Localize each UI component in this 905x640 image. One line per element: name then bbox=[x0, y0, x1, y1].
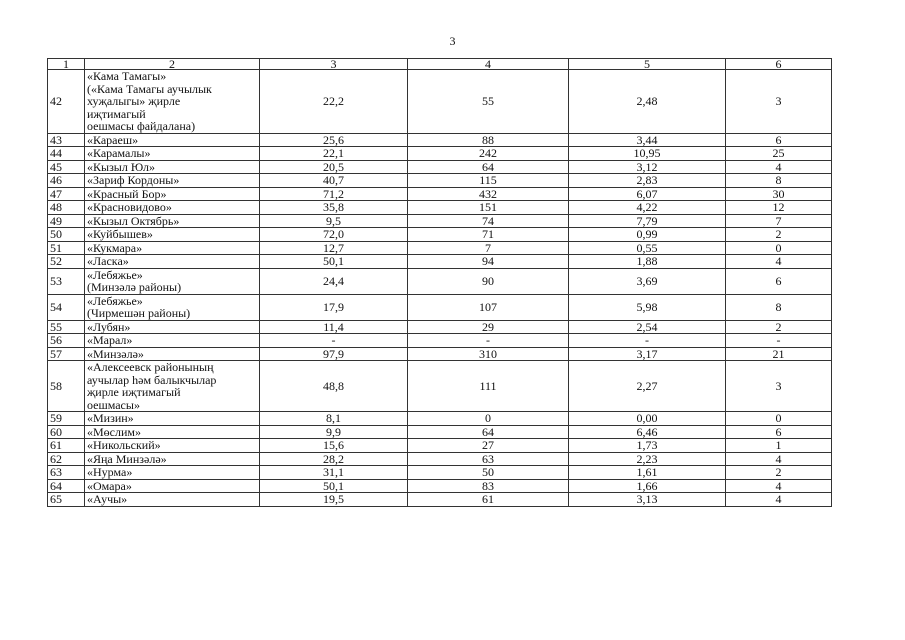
page-number: 3 bbox=[449, 34, 456, 48]
value-col-4: 90 bbox=[408, 268, 569, 294]
value-col-6: 8 bbox=[726, 294, 832, 320]
table-row bbox=[48, 214, 832, 228]
value-col-5: 2,23 bbox=[569, 452, 726, 466]
row-number: 59 bbox=[48, 412, 85, 426]
value-col-5: 10,95 bbox=[569, 147, 726, 161]
value-col-3: 9,9 bbox=[260, 425, 408, 439]
ground-name-line: «Минзәлә» bbox=[87, 346, 144, 361]
row-number: 46 bbox=[48, 174, 85, 188]
value-col-5: 0,55 bbox=[569, 241, 726, 255]
value-col-4: 7 bbox=[408, 241, 569, 255]
ground-name-line: «Кызыл Юл» bbox=[87, 159, 156, 174]
ground-name bbox=[85, 361, 260, 412]
ground-name-line: «Никольский» bbox=[87, 438, 161, 452]
ground-name bbox=[85, 147, 260, 161]
value-col-4: 63 bbox=[408, 452, 569, 466]
value-col-5: 3,13 bbox=[569, 493, 726, 507]
value-col-3: 17,9 bbox=[260, 294, 408, 320]
value-col-3: 50,1 bbox=[260, 255, 408, 269]
value-col-5: 0,00 bbox=[569, 412, 726, 426]
value-col-4: 29 bbox=[408, 320, 569, 334]
row-number: 58 bbox=[48, 361, 85, 412]
value-col-4: 242 bbox=[408, 147, 569, 161]
table-row bbox=[48, 493, 832, 507]
value-col-5: 2,27 bbox=[569, 361, 726, 412]
value-col-5: 3,69 bbox=[569, 268, 726, 294]
ground-name bbox=[85, 294, 260, 320]
value-col-5: 6,07 bbox=[569, 187, 726, 201]
ground-name-line: «Куйбышев» bbox=[87, 227, 153, 241]
value-col-3: - bbox=[260, 334, 408, 348]
table-row bbox=[48, 133, 832, 147]
ground-name bbox=[85, 347, 260, 361]
value-col-6: 2 bbox=[726, 228, 832, 242]
value-col-6: 2 bbox=[726, 320, 832, 334]
column-header-6: 6 bbox=[726, 59, 832, 70]
ground-name-line: җирле иҗтимагый bbox=[87, 385, 181, 399]
table-row bbox=[48, 255, 832, 269]
value-col-3: 22,2 bbox=[260, 70, 408, 134]
hunting-grounds-table bbox=[47, 58, 832, 507]
ground-name bbox=[85, 160, 260, 174]
value-col-3: 40,7 bbox=[260, 174, 408, 188]
value-col-5: 2,48 bbox=[569, 70, 726, 134]
row-number: 47 bbox=[48, 187, 85, 201]
value-col-5: 6,46 bbox=[569, 425, 726, 439]
ground-name-line: оешмасы файдалана) bbox=[87, 119, 196, 133]
ground-name-line: «Караеш» bbox=[87, 132, 139, 147]
ground-name bbox=[85, 201, 260, 215]
table-row bbox=[48, 268, 832, 294]
value-col-3: 25,6 bbox=[260, 133, 408, 147]
ground-name-line: «Мөслим» bbox=[87, 424, 141, 439]
ground-name-line: (Минзәлә районы) bbox=[87, 280, 182, 294]
value-col-4: 115 bbox=[408, 174, 569, 188]
value-col-4: 432 bbox=[408, 187, 569, 201]
ground-name-line: «Карамалы» bbox=[87, 146, 151, 160]
row-number: 65 bbox=[48, 493, 85, 507]
table-row bbox=[48, 70, 832, 134]
ground-name bbox=[85, 412, 260, 426]
table-row bbox=[48, 147, 832, 161]
ground-name bbox=[85, 466, 260, 480]
value-col-6: 25 bbox=[726, 147, 832, 161]
value-col-6: 0 bbox=[726, 241, 832, 255]
ground-name-line: «Марал» bbox=[87, 333, 133, 347]
table-row bbox=[48, 160, 832, 174]
value-col-5: 1,61 bbox=[569, 466, 726, 480]
value-col-6: 7 bbox=[726, 214, 832, 228]
ground-name-line: «Мизин» bbox=[87, 411, 134, 425]
value-col-4: 310 bbox=[408, 347, 569, 361]
ground-name-line: «Лебяжье» bbox=[87, 267, 143, 282]
value-col-4: 88 bbox=[408, 133, 569, 147]
table-row bbox=[48, 361, 832, 412]
row-number: 52 bbox=[48, 255, 85, 269]
ground-name-line: «Ласка» bbox=[87, 254, 129, 268]
value-col-3: 71,2 bbox=[260, 187, 408, 201]
row-number: 53 bbox=[48, 268, 85, 294]
ground-name-line: «Красный Бор» bbox=[87, 186, 167, 201]
ground-name bbox=[85, 452, 260, 466]
ground-name bbox=[85, 334, 260, 348]
ground-name bbox=[85, 228, 260, 242]
ground-name-line: «Зариф Кордоны» bbox=[87, 173, 180, 187]
value-col-3: 24,4 bbox=[260, 268, 408, 294]
value-col-5: 7,79 bbox=[569, 214, 726, 228]
value-col-3: 22,1 bbox=[260, 147, 408, 161]
row-number: 51 bbox=[48, 241, 85, 255]
column-header-2: 2 bbox=[85, 59, 260, 70]
ground-name-line: хуҗалыгы» җирле bbox=[87, 94, 181, 108]
ground-name bbox=[85, 174, 260, 188]
value-col-4: 74 bbox=[408, 214, 569, 228]
value-col-5: 2,54 bbox=[569, 320, 726, 334]
value-col-4: 0 bbox=[408, 412, 569, 426]
value-col-3: 72,0 bbox=[260, 228, 408, 242]
ground-name bbox=[85, 241, 260, 255]
ground-name bbox=[85, 214, 260, 228]
value-col-4: 107 bbox=[408, 294, 569, 320]
ground-name-line: иҗтимагый bbox=[87, 106, 146, 121]
row-number: 45 bbox=[48, 160, 85, 174]
value-col-3: 35,8 bbox=[260, 201, 408, 215]
value-col-6: 8 bbox=[726, 174, 832, 188]
ground-name bbox=[85, 493, 260, 507]
value-col-4: 27 bbox=[408, 439, 569, 453]
table-row bbox=[48, 241, 832, 255]
table-row bbox=[48, 320, 832, 334]
value-col-6: 6 bbox=[726, 133, 832, 147]
ground-name-line: «Омара» bbox=[87, 478, 132, 493]
value-col-5: 1,88 bbox=[569, 255, 726, 269]
ground-name-line: «Лубян» bbox=[87, 319, 131, 334]
table-row bbox=[48, 228, 832, 242]
value-col-3: 31,1 bbox=[260, 466, 408, 480]
value-col-5: 2,83 bbox=[569, 174, 726, 188]
ground-name-line: «Аучы» bbox=[87, 492, 128, 506]
table-header-row bbox=[48, 59, 832, 70]
ground-name bbox=[85, 268, 260, 294]
ground-name bbox=[85, 70, 260, 134]
value-col-6: 6 bbox=[726, 425, 832, 439]
value-col-4: 83 bbox=[408, 479, 569, 493]
ground-name bbox=[85, 425, 260, 439]
value-col-6: 1 bbox=[726, 439, 832, 453]
ground-name bbox=[85, 187, 260, 201]
value-col-3: 50,1 bbox=[260, 479, 408, 493]
value-col-6: 0 bbox=[726, 412, 832, 426]
value-col-3: 97,9 bbox=[260, 347, 408, 361]
value-col-5: 3,12 bbox=[569, 160, 726, 174]
value-col-6: 4 bbox=[726, 452, 832, 466]
ground-name-line: «Кызыл Октябрь» bbox=[87, 213, 180, 228]
value-col-5: 1,73 bbox=[569, 439, 726, 453]
value-col-6: 12 bbox=[726, 201, 832, 215]
value-col-4: 50 bbox=[408, 466, 569, 480]
value-col-6: 21 bbox=[726, 347, 832, 361]
ground-name bbox=[85, 133, 260, 147]
value-col-4: 151 bbox=[408, 201, 569, 215]
ground-name-line: «Нурма» bbox=[87, 465, 133, 479]
row-number: 44 bbox=[48, 147, 85, 161]
value-col-6: 4 bbox=[726, 479, 832, 493]
value-col-6: 4 bbox=[726, 493, 832, 507]
value-col-6: 30 bbox=[726, 187, 832, 201]
table-row bbox=[48, 334, 832, 348]
value-col-6: 2 bbox=[726, 466, 832, 480]
value-col-4: 61 bbox=[408, 493, 569, 507]
value-col-4: 55 bbox=[408, 70, 569, 134]
table-row bbox=[48, 466, 832, 480]
row-number: 49 bbox=[48, 214, 85, 228]
column-header-5: 5 bbox=[569, 59, 726, 70]
value-col-3: 11,4 bbox=[260, 320, 408, 334]
ground-name-line: аучылар һәм балыкчылар bbox=[87, 372, 217, 387]
table-body bbox=[48, 70, 832, 507]
value-col-5: 3,44 bbox=[569, 133, 726, 147]
value-col-5: 1,66 bbox=[569, 479, 726, 493]
ground-name bbox=[85, 320, 260, 334]
table-row bbox=[48, 294, 832, 320]
row-number: 42 bbox=[48, 70, 85, 134]
ground-name-line: «Кама Тамагы» bbox=[87, 69, 167, 83]
table-row bbox=[48, 174, 832, 188]
value-col-6: - bbox=[726, 334, 832, 348]
row-number: 62 bbox=[48, 452, 85, 466]
value-col-3: 19,5 bbox=[260, 493, 408, 507]
value-col-3: 8,1 bbox=[260, 412, 408, 426]
value-col-6: 4 bbox=[726, 160, 832, 174]
value-col-4: - bbox=[408, 334, 569, 348]
value-col-6: 3 bbox=[726, 70, 832, 134]
ground-name-line: «Красновидово» bbox=[87, 200, 172, 214]
value-col-5: - bbox=[569, 334, 726, 348]
table-row bbox=[48, 412, 832, 426]
value-col-3: 48,8 bbox=[260, 361, 408, 412]
value-col-4: 94 bbox=[408, 255, 569, 269]
value-col-3: 12,7 bbox=[260, 241, 408, 255]
row-number: 61 bbox=[48, 439, 85, 453]
table-row bbox=[48, 347, 832, 361]
row-number: 55 bbox=[48, 320, 85, 334]
row-number: 43 bbox=[48, 133, 85, 147]
ground-name-line: «Лебяжье» bbox=[87, 293, 143, 308]
table-row bbox=[48, 187, 832, 201]
ground-name-line: «Алексеевск районының bbox=[87, 360, 214, 374]
table-row bbox=[48, 439, 832, 453]
value-col-5: 4,22 bbox=[569, 201, 726, 215]
row-number: 60 bbox=[48, 425, 85, 439]
ground-name bbox=[85, 479, 260, 493]
ground-name-line: (Чирмешән районы) bbox=[87, 306, 191, 320]
row-number: 50 bbox=[48, 228, 85, 242]
ground-name bbox=[85, 255, 260, 269]
table-row bbox=[48, 452, 832, 466]
row-number: 54 bbox=[48, 294, 85, 320]
row-number: 48 bbox=[48, 201, 85, 215]
table-row bbox=[48, 201, 832, 215]
column-header-1: 1 bbox=[48, 59, 85, 70]
table-row bbox=[48, 425, 832, 439]
value-col-4: 64 bbox=[408, 425, 569, 439]
row-number: 63 bbox=[48, 466, 85, 480]
ground-name-line: «Яңа Минзәлә» bbox=[87, 451, 167, 466]
value-col-6: 6 bbox=[726, 268, 832, 294]
value-col-3: 9,5 bbox=[260, 214, 408, 228]
value-col-3: 28,2 bbox=[260, 452, 408, 466]
value-col-3: 15,6 bbox=[260, 439, 408, 453]
value-col-4: 71 bbox=[408, 228, 569, 242]
ground-name-line: «Кукмара» bbox=[87, 240, 143, 255]
value-col-4: 111 bbox=[408, 361, 569, 412]
value-col-5: 5,98 bbox=[569, 294, 726, 320]
value-col-3: 20,5 bbox=[260, 160, 408, 174]
value-col-5: 0,99 bbox=[569, 228, 726, 242]
ground-name bbox=[85, 439, 260, 453]
table-row bbox=[48, 479, 832, 493]
value-col-4: 64 bbox=[408, 160, 569, 174]
row-number: 57 bbox=[48, 347, 85, 361]
value-col-6: 4 bbox=[726, 255, 832, 269]
row-number: 56 bbox=[48, 334, 85, 348]
column-header-3: 3 bbox=[260, 59, 408, 70]
ground-name-line: оешмасы» bbox=[87, 397, 140, 412]
ground-name-line: («Кама Тамагы аучылык bbox=[87, 81, 212, 96]
column-header-4: 4 bbox=[408, 59, 569, 70]
value-col-6: 3 bbox=[726, 361, 832, 412]
value-col-5: 3,17 bbox=[569, 347, 726, 361]
row-number: 64 bbox=[48, 479, 85, 493]
